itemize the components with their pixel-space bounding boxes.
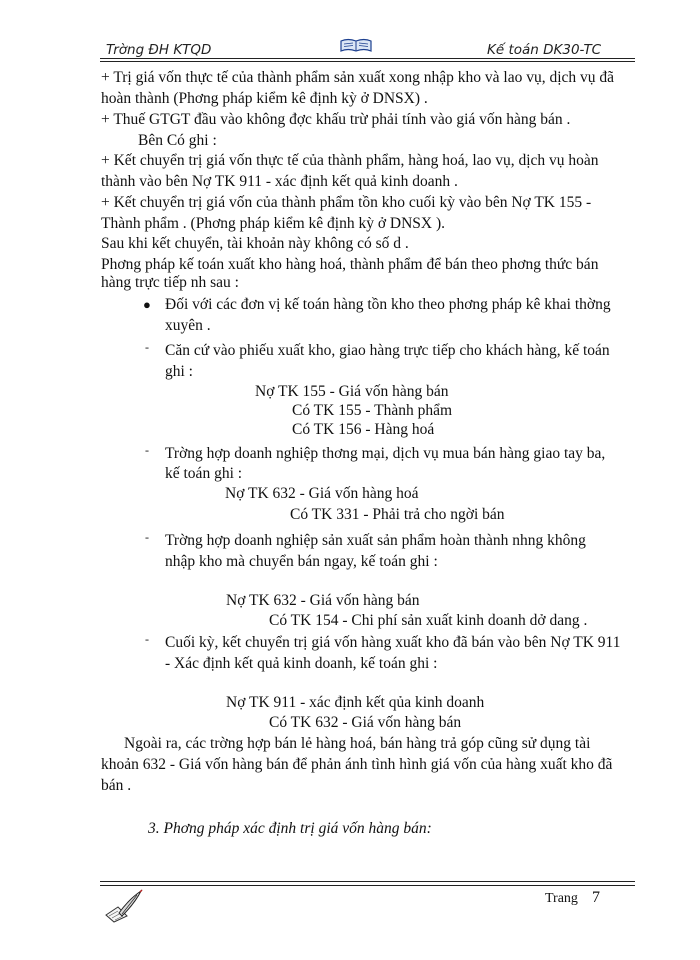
body-line: bán . <box>101 777 132 794</box>
body-line: + Kết chuyển trị giá vốn của thành phẩm tồn kho cuối kỳ vào bên Nợ TK 155 - <box>101 194 592 211</box>
body-line: hoàn thành (Phơng pháp kiểm kê định kỳ ở DNSX) . <box>101 90 428 107</box>
body-line: Trờng hợp doanh nghiệp sản xuất sản phẩm hoàn thành nhng không <box>165 532 586 549</box>
body-line: - Xác định kết quả kinh doanh, kế toán ghi : <box>165 655 438 672</box>
body-line: xuyên . <box>165 317 211 334</box>
journal-entry: Có TK 156 - Hàng hoá <box>292 421 435 438</box>
page-number: 7 <box>591 889 600 906</box>
body-line: hàng trực tiếp nh sau : <box>101 274 239 291</box>
footer-divider-secondary <box>100 885 635 886</box>
journal-entry: Có TK 331 - Phải trả cho ngời bán <box>290 506 505 523</box>
journal-entry: Nợ TK 632 - Giá vốn hàng bán <box>226 592 420 609</box>
open-book-icon <box>339 36 373 54</box>
page-number-area <box>545 889 600 907</box>
body-line: Đối với các đơn vị kế toán hàng tồn kho theo phơng pháp kê khai thờng <box>165 296 611 313</box>
header-divider <box>100 58 635 59</box>
journal-entry: Có TK 154 - Chi phí sản xuất kinh doanh dở dang . <box>269 612 588 629</box>
footer-divider <box>100 881 635 882</box>
body-line: + Thuế GTGT đầu vào không đợc khấu trừ phải tính vào giá vốn hàng bán . <box>101 111 571 128</box>
dash-bullet-icon: - <box>145 632 149 646</box>
body-line: khoản 632 - Giá vốn hàng bán để phản ánh tình hình giá vốn của hàng xuất kho đã <box>101 756 613 773</box>
header-right-text: Kế toán DK30-TC <box>487 42 602 58</box>
body-line: + Trị giá vốn thực tế của thành phẩm sản xuất xong nhập kho và lao vụ, dịch vụ đã <box>101 69 615 86</box>
quill-pen-icon <box>103 889 143 923</box>
body-line: Ngoài ra, các trờng hợp bán lẻ hàng hoá, bán hàng trả góp cũng sử dụng tài <box>124 735 591 752</box>
section-heading: 3. Phơng pháp xác định trị giá vốn hàng bán: <box>148 820 432 837</box>
journal-entry: Nợ TK 155 - Giá vốn hàng bán <box>255 383 449 400</box>
body-line: ghi : <box>165 363 193 380</box>
header-divider-secondary <box>100 61 635 62</box>
dash-bullet-icon: - <box>145 443 149 457</box>
journal-entry: Nợ TK 632 - Giá vốn hàng hoá <box>225 485 419 502</box>
header-left-text: Trờng ĐH KTQD <box>106 42 212 58</box>
body-line: Sau khi kết chuyển, tài khoản này không có số d . <box>101 235 409 252</box>
body-line: Thành phẩm . (Phơng pháp kiểm kê định kỳ ở DNSX ). <box>101 215 446 232</box>
bullet-icon: ● <box>143 297 151 312</box>
body-line: Phơng pháp kế toán xuất kho hàng hoá, thành phẩm để bán theo phơng thức bán <box>101 256 599 273</box>
body-line: Căn cứ vào phiếu xuất kho, giao hàng trực tiếp cho khách hàng, kế toán <box>165 342 610 359</box>
body-line: + Kết chuyển trị giá vốn thực tế của thành phẩm, hàng hoá, lao vụ, dịch vụ hoàn <box>101 152 599 169</box>
page-label: Trang <box>545 891 578 906</box>
body-line: thành vào bên Nợ TK 911 - xác định kết quả kinh doanh . <box>101 173 458 190</box>
body-line: nhập kho mà chuyển bán ngay, kế toán ghi : <box>165 553 438 570</box>
dash-bullet-icon: - <box>145 530 149 544</box>
body-line: Bên Có ghi : <box>138 132 217 149</box>
body-line: kế toán ghi : <box>165 465 243 482</box>
dash-bullet-icon: - <box>145 340 149 354</box>
body-line: Trờng hợp doanh nghiệp thơng mại, dịch vụ mua bán hàng giao tay ba, <box>165 445 606 462</box>
journal-entry: Có TK 632 - Giá vốn hàng bán <box>269 714 462 731</box>
body-line: Cuối kỳ, kết chuyển trị giá vốn hàng xuất kho đã bán vào bên Nợ TK 911 <box>165 634 621 651</box>
journal-entry: Nợ TK 911 - xác định kết qủa kinh doanh <box>226 694 485 711</box>
journal-entry: Có TK 155 - Thành phẩm <box>292 402 453 419</box>
